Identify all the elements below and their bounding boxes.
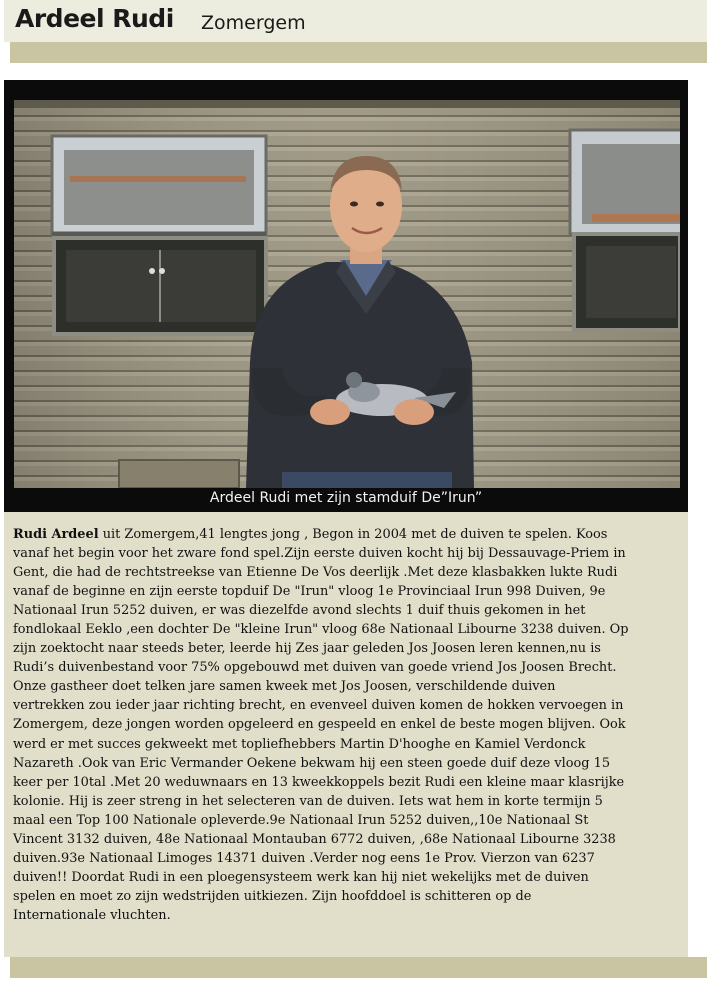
header-band [10,42,707,63]
right-aviary [570,130,680,330]
header-box [4,0,707,42]
article-line: Zomergem, deze jongen worden opgeleerd en gespeeld en enkel de beste mogen blijven. Ook [13,717,626,733]
article-line: vanaf het begin voor het zware fond spel.Zijn eerste duiven kocht hij bij Dessauvage-Priem in [13,546,626,562]
article-line: Internationale vluchten. [13,907,171,923]
article-line: Rudi’s duivenbestand voor 75% opgebouwd met duiven van goede vriend Jos Joosen Brecht. [13,660,617,676]
article-line: Gent, die had de rechtstreekse van Etienne De Vos deerlijk .Met deze klasbakken lukte Rudi [13,565,618,581]
article-line: keer per 10tal .Met 20 weduwnaars en 13 kweekkoppels bezit Rudi een kleine maar klasrijke [13,774,625,790]
page-subtitle: Zomergem [201,12,306,34]
page-title: Ardeel Rudi [15,4,174,33]
article-line: duiven!! Doordat Rudi in een ploegensysteem werk kan hij niet wekelijks met de duiven [13,869,589,885]
article-line: vanaf de beginne en zijn eerste topduif De "Irun" vloog 1e Provinciaal Irun 998 Duiven, 9e [13,584,606,600]
article-line: Vincent 3132 duiven, 48e Nationaal Montauban 6772 duiven, ,68e Nationaal Libourne 3238 [13,831,616,847]
article-line: spelen en moet zo zijn wedstrijden uitkiezen. Zijn hoofddoel is schitteren op de [13,888,532,904]
article-line: vertrekken zou ieder jaar richting brecht, en evenveel duiven komen de hokken vervoegen in [13,698,624,714]
article-line: duiven.93e Nationaal Limoges 14371 duiven .Verder nog eens 1e Prov. Vierzon van 6237 [13,850,595,866]
left-aviary [52,136,266,334]
article-line: werd er met succes gekweekt met topliefhebbers Martin D'hooghe en Kamiel Verdonck [13,736,586,752]
photo-caption: Ardeel Rudi met zijn stamduif De”Irun” [209,490,483,506]
article-line: Nazareth .Ook van Eric Vermander Oekene bekwam hij een steen goede duif deze vloog 15 [13,755,611,771]
portrait-photo [14,100,680,488]
article-line: Nationaal Irun 5252 duiven, er was diezelfde avond slechts 1 duif thuis gekomen in het [13,603,586,619]
footer-band [10,957,707,978]
article-line: fondlokaal Eeklo ,een dochter De "kleine Irun" vloog 68e Nationaal Libourne 3238 duiven. Op [13,622,629,638]
article-line: kolonie. Hij is zeer streng in het selecteren van de duiven. Iets wat hem in korte termijn 5 [13,793,603,809]
article-line: Onze gastheer doet telken jare samen kweek met Jos Joosen, verschildende duiven [13,679,556,695]
photo-frame [4,80,688,512]
article-body [13,525,685,925]
lead-name: Rudi Ardeel [13,527,99,542]
article-line: maal een Top 100 Nationale opleverde.9e Nationaal Irun 5252 duiven,,10e Nationaal St [13,812,589,828]
article-line: uit Zomergem,41 lengtes jong , Begon in 2004 met de duiven te spelen. Koos [98,527,608,542]
article-line: zijn zoektocht naar steeds beter, leerde hij Zes jaar geleden Jos Joosen leren kennen,nu is [13,641,601,657]
article-box [4,512,688,957]
